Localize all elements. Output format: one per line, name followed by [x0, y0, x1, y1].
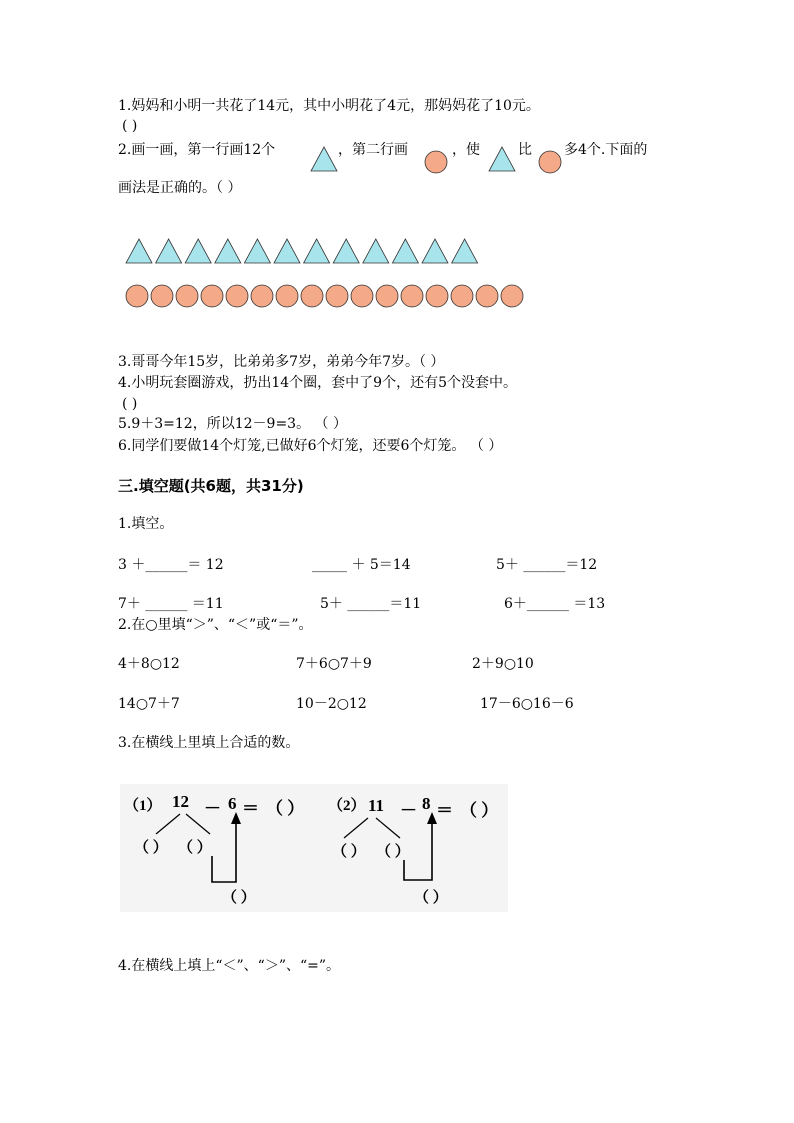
fill-item[interactable]: 7＋ ______ ＝11 — [118, 596, 224, 612]
triangle-icon — [274, 239, 300, 263]
question-1-text: 1.妈妈和小明一共花了14元，其中小明花了4元，那妈妈花了10元。 — [118, 98, 540, 114]
circle-icon — [301, 285, 323, 307]
question-4-text: 4.小明玩套圈游戏，扔出14个圈，套中了9个，还有5个没套中。 — [118, 375, 517, 391]
triangle-icon — [126, 239, 152, 263]
circle-icon — [538, 150, 562, 174]
figure-1-equals: ＝ — [242, 799, 259, 818]
fill-question-1-title: 1.填空。 — [118, 516, 174, 532]
fill-item[interactable]: 3 ＋______＝ 12 — [118, 557, 224, 573]
figure-1-minus: － — [204, 799, 221, 818]
circle-icon — [476, 285, 498, 307]
figure-2-bottom-paren[interactable]: （ ） — [414, 890, 448, 906]
question-6-text: 6.同学们要做14个灯笼,已做好6个灯笼，还要6个灯笼。 （ ） — [118, 438, 503, 454]
figure-2-subtrahend: 8 — [422, 794, 431, 813]
triangle-icon — [185, 239, 211, 263]
figure-2-minuend: 11 — [368, 796, 385, 815]
circle-icon — [424, 150, 448, 174]
figure-1-bottom-paren[interactable]: （ ） — [222, 890, 256, 906]
figure-2-minus: － — [400, 801, 417, 820]
circle-icon — [426, 285, 448, 307]
circle-icon — [276, 285, 298, 307]
figure-2-label: （2） — [328, 798, 366, 814]
figure-2-equals: ＝ — [436, 801, 453, 820]
figure-1-subtrahend: 6 — [228, 794, 237, 813]
circle-icon — [401, 285, 423, 307]
circle-icon — [201, 285, 223, 307]
fill-item[interactable]: 6＋______ ＝13 — [504, 596, 606, 612]
figure-1-minuend: 12 — [172, 792, 189, 811]
question-1-answer-paren[interactable]: ( ) — [122, 118, 138, 134]
fill-item[interactable]: 5＋ ______＝11 — [320, 596, 422, 612]
compare-item[interactable]: 7＋6○7＋9 — [296, 656, 372, 672]
fill-question-3-title: 3.在横线上里填上合适的数。 — [118, 735, 300, 751]
circle-icon — [226, 285, 248, 307]
question-2-line2: 画法是正确的。（ ） — [118, 180, 242, 196]
question-2-text-b: ，第二行画 — [338, 142, 408, 158]
figure-2-split-left[interactable]: （ ） — [332, 844, 366, 860]
fill-question-4-title: 4.在横线上填上“＜”、“＞”、“=”。 — [118, 958, 341, 974]
compare-item[interactable]: 2＋9○10 — [472, 656, 534, 672]
triangle-icon — [310, 146, 338, 172]
section-3-title: 三.填空题(共6题，共31分) — [118, 477, 304, 495]
circle-icon — [176, 285, 198, 307]
compare-item[interactable]: 14○7＋7 — [118, 696, 180, 712]
circle-icon — [251, 285, 273, 307]
question-2-text-c: ，使 — [452, 142, 480, 158]
figure-1-label: （1） — [124, 798, 162, 814]
figure-1-answer-paren[interactable]: （ ） — [266, 799, 305, 818]
triangle-icon — [488, 146, 516, 172]
fill-item[interactable]: 5＋ ______＝12 — [496, 557, 598, 573]
compare-item[interactable]: 10－2○12 — [296, 696, 367, 712]
figure-2-answer-paren[interactable]: （ ） — [460, 801, 499, 820]
triangle-row — [124, 238, 484, 266]
circle-icon — [126, 285, 148, 307]
triangle-icon — [422, 239, 448, 263]
circle-row — [124, 284, 534, 310]
question-3-text: 3.哥哥今年15岁，比弟弟多7岁，弟弟今年7岁。（ ） — [118, 354, 445, 370]
compare-item[interactable]: 4＋8○12 — [118, 656, 180, 672]
triangle-icon — [363, 239, 389, 263]
circle-icon — [326, 285, 348, 307]
decomposition-figure — [120, 784, 508, 912]
triangle-icon — [452, 239, 478, 263]
figure-1-split-left[interactable]: （ ） — [134, 840, 168, 856]
fill-item[interactable]: _____ ＋ 5＝14 — [312, 557, 411, 573]
circle-icon — [376, 285, 398, 307]
compare-item[interactable]: 17－6○16－6 — [480, 696, 574, 712]
fill-question-2-title: 2.在○里填“＞”、“＜”或“＝”。 — [118, 617, 313, 633]
triangle-icon — [156, 239, 182, 263]
triangle-icon — [392, 239, 418, 263]
figure-1-split-right[interactable]: （ ） — [178, 840, 212, 856]
triangle-icon — [304, 239, 330, 263]
circle-icon — [451, 285, 473, 307]
figure-2-split-right[interactable]: （ ） — [376, 844, 410, 860]
triangle-icon — [215, 239, 241, 263]
question-4-answer-paren[interactable]: ( ) — [122, 396, 138, 412]
triangle-icon — [244, 239, 270, 263]
question-2-text-a: 2.画一画，第一行画12个 — [118, 142, 276, 158]
question-5-text: 5.9＋3=12，所以12－9=3。 （ ） — [118, 416, 347, 432]
circle-icon — [351, 285, 373, 307]
question-2-text-d: 比 — [518, 142, 532, 158]
question-2-text-e: 多4个.下面的 — [564, 142, 648, 158]
circle-icon — [151, 285, 173, 307]
triangle-icon — [333, 239, 359, 263]
circle-icon — [501, 285, 523, 307]
